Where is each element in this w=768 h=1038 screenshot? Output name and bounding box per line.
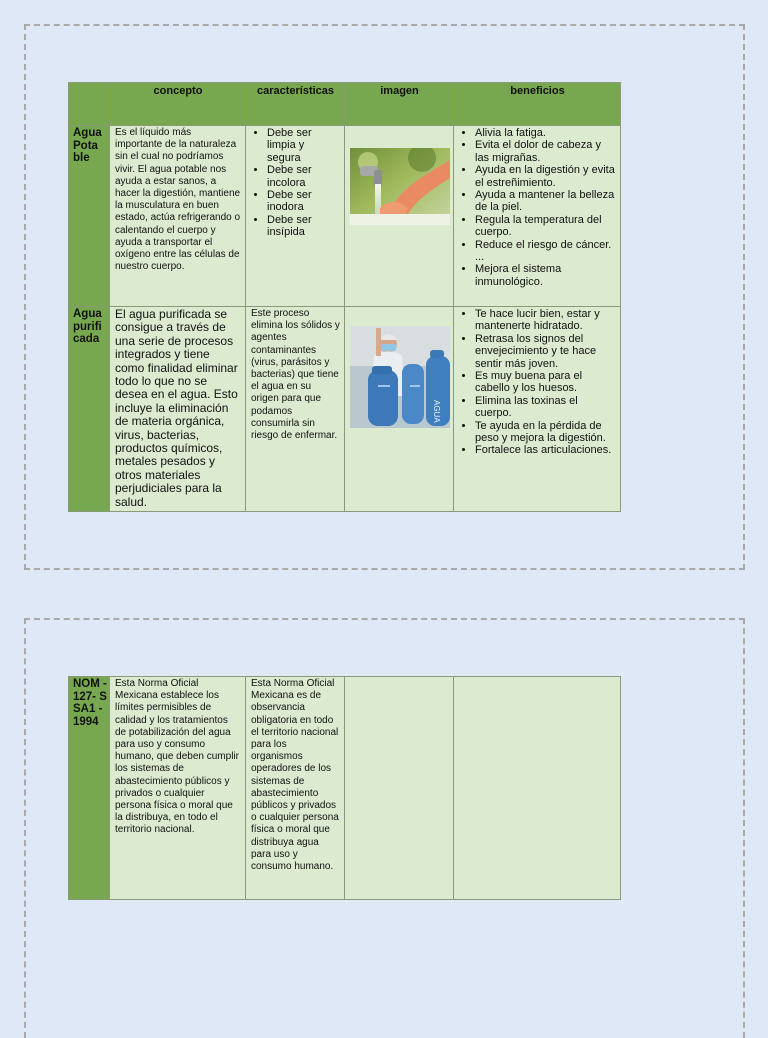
list-item: • Te hace lucir bien, estar y mantenerte hidratado.	[475, 308, 616, 333]
jug-label: AGUA	[432, 400, 441, 423]
beneficios-cell	[454, 677, 621, 900]
list-item: • Te ayuda en la pérdida de peso y mejora la digestión.	[475, 420, 616, 445]
list-item: • Regula la temperatura del cuerpo.	[475, 214, 616, 239]
imagen-cell	[345, 307, 454, 512]
beneficios-cell	[454, 126, 621, 307]
water-jugs-photo-icon	[350, 326, 450, 428]
row-title: Agua purifi cada	[69, 307, 110, 512]
beneficios-list	[459, 127, 616, 288]
header-beneficios: beneficios	[454, 83, 621, 126]
list-item: • Es muy buena para el cabello y los huesos.	[475, 370, 616, 395]
row-title: Agua Pota ble	[69, 126, 110, 307]
caracteristicas-cell: Esta Norma Oficial Mexicana es de observancia obligatoria en todo el territorio nacional para los organismos operadores de los sistemas de abastecimiento públicos y privados o cualquier persona física o moral que distribuya agua para uso y consumo humano.	[246, 677, 345, 900]
hand-under-water-tap-photo-icon	[350, 148, 450, 225]
list-item: • Debe ser incolora	[267, 164, 340, 189]
list-item: • Reduce el riesgo de cáncer. ...	[475, 239, 616, 264]
imagen-cell	[345, 677, 454, 900]
header-blank	[69, 83, 110, 126]
water-types-table	[68, 82, 621, 512]
caracteristicas-cell: Este proceso elimina los sólidos y agentes contaminantes (virus, parásitos y bacterias) que tiene el agua en su origen para que podamos consumirla sin riesgo de enfermar.	[246, 307, 345, 512]
norma-table	[68, 676, 621, 900]
list-item: • Fortalece las articulaciones.	[475, 444, 616, 456]
concepto-cell: El agua purificada se consigue a través de una serie de procesos integrados y tiene como finalidad eliminar todo lo que no se desea en el agua. Esto incluye la eliminación de materia orgánica, virus, bacterias, productos químicos, metales pesados y otros materiales perjudiciales para la salud.	[110, 307, 246, 512]
caracteristicas-cell	[246, 126, 345, 307]
table-header-row	[69, 83, 621, 126]
concepto-cell: Esta Norma Oficial Mexicana establece los límites permisibles de calidad y los tratamientos de potabilización del agua para uso y consumo humano, que deben cumplir los sistemas de abastecimiento públicos y privados o cualquier persona física o moral que la distribuya, en todo el territorio nacional.	[110, 677, 246, 900]
list-item: • Evita el dolor de cabeza y las migrañas.	[475, 139, 616, 164]
beneficios-list	[459, 308, 616, 457]
list-item: • Ayuda en la digestión y evita el estreñimiento.	[475, 164, 616, 189]
list-item: • Debe ser inodora	[267, 189, 340, 214]
list-item: • Retrasa los signos del envejecimiento y te hace sentir más joven.	[475, 333, 616, 370]
list-item: • Debe ser limpia y segura	[267, 127, 340, 164]
list-item: • Mejora el sistema inmunológico.	[475, 263, 616, 288]
header-concepto: concepto	[110, 83, 246, 126]
header-imagen: imagen	[345, 83, 454, 126]
list-item: • Alivia la fatiga.	[475, 127, 616, 139]
list-item: • Elimina las toxinas el cuerpo.	[475, 395, 616, 420]
header-caracteristicas: características	[246, 83, 345, 126]
caracteristicas-list	[251, 127, 340, 239]
row-title: NOM -127- SSA1 -1994	[69, 677, 110, 900]
table-row-agua-potable	[69, 126, 621, 307]
imagen-cell	[345, 126, 454, 307]
list-item: • Ayuda a mantener la belleza de la piel.	[475, 189, 616, 214]
concepto-cell: Es el líquido más importante de la naturaleza sin el cual no podríamos vivir. El agua potable nos ayuda a estar sanos, a hacer la digestión, mantiene la musculatura en buen estado, actúa refrigerando o calentando el cuerpo y ayuda a transportar el oxígeno entre las células de nuestro cuerpo.	[110, 126, 246, 307]
table-row-agua-purificada	[69, 307, 621, 512]
beneficios-cell	[454, 307, 621, 512]
table-row-nom	[69, 677, 621, 900]
list-item: • Debe ser insípida	[267, 214, 340, 239]
